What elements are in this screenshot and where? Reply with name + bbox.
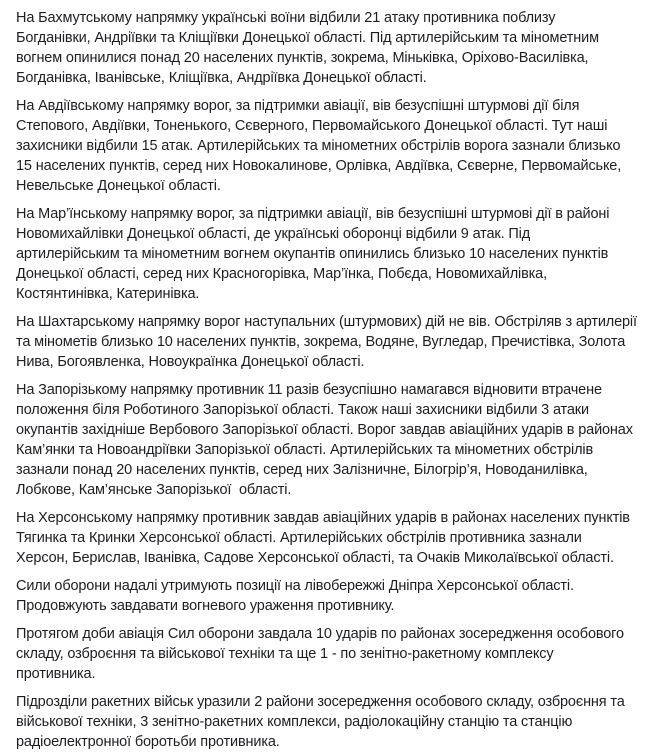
report-line: На Херсонському напрямку противник завдав авіаційних ударів в районах населених пунктів [16, 510, 630, 526]
report-line: вогнем опинилися понад 20 населених пунктів, зокрема, Міньківка, Оріхово-Василівка, [16, 50, 589, 66]
report-line: Херсон, Берислав, Іванівка, Садове Херсонської області, та Очаків Миколаївської області. [16, 550, 614, 566]
report-line: Новомихайлівки Донецької області, де українські оборонці відбили 9 атак. Під [16, 226, 531, 242]
report-paragraph [16, 624, 656, 684]
report-line: Донецької області, серед них Красногорівка, Мар’їнка, Побєда, Новомихайлівка, [16, 266, 547, 282]
report-line: На Мар’їнському напрямку ворог, за підтримки авіації, вів безуспішні штурмові дії в районі [16, 206, 610, 222]
report-line: та мінометів близько 10 населених пунктів, зокрема, Водяне, Вугледар, Пречистівка, Золота [16, 334, 626, 350]
report-line: 15 населених пунктів, серед них Новокалинове, Орлівка, Авдіївка, Сєверне, Первомайське, [16, 158, 622, 174]
report-line: Підрозділи ракетних військ уразили 2 райони зосередження особового складу, озброєння та [16, 694, 625, 710]
report-line: Тягинка та Кринки Херсонської області. Артилерійських обстрілів противника зазнали [16, 530, 582, 546]
report-paragraph [16, 204, 656, 304]
report-line: артилерійським та мінометним вогнем окупантів опинились близько 10 населених пунктів [16, 246, 609, 262]
report-paragraph [16, 312, 656, 372]
report-line: Сили оборони надалі утримують позиції на лівобережжі Дніпра Херсонської області. [16, 578, 574, 594]
report-line: На Бахмутському напрямку українські воїни відбили 21 атаку противника поблизу [16, 10, 556, 26]
report-line: На Авдіївському напрямку ворог, за підтримки авіації, вів безуспішні штурмові дії біля [16, 98, 580, 114]
report-line: Протягом доби авіація Сил оборони завдала 10 ударів по районах зосередження особового [16, 626, 624, 642]
report-paragraph [16, 8, 656, 88]
report-line: Богданівка, Іванівське, Кліщіївка, Андріївка Донецької області. [16, 70, 427, 86]
report-line: противника. [16, 666, 96, 682]
report-line: Степового, Авдіївки, Тоненького, Сєверного, Первомайського Донецької області. Тут наші [16, 118, 608, 134]
report-line: радіоелектронної боротьби противника. [16, 734, 280, 750]
report-line: зазнали понад 20 населених пунктів, серед них Залізничне, Білогрір’я, Новоданилівка, [16, 462, 588, 478]
report-paragraph [16, 692, 656, 752]
report-line: захисники відбили 15 атак. Артилерійських та мінометних обстрілів ворога зазнали близько [16, 138, 621, 154]
report-line: Продовжують завдавати вогневого ураження противнику. [16, 598, 395, 614]
report-paragraph [16, 576, 656, 616]
report-line: складу, озброєння та військової техніки та ще 1 - по зенітно-ракетному комплексу [16, 646, 554, 662]
report-line: Богданівки, Андріївки та Кліщіївки Донецької області. Під артилерійським та мінометним [16, 30, 599, 46]
report-line: Костянтинівка, Катеринівка. [16, 286, 200, 302]
report-line: окупантів західніше Вербового Запорізької області. Ворог завдав авіаційних ударів в районах [16, 422, 633, 438]
report-paragraph [16, 508, 656, 568]
report-line: Нива, Богоявленка, Новоукраїнка Донецької області. [16, 354, 365, 370]
report-line: На Шахтарському напрямку ворог наступальних (штурмових) дій не вів. Обстріляв з артилерії [16, 314, 637, 330]
report-line: Невельське Донецької області. [16, 178, 221, 194]
report-line: На Запорізькому напрямку противник 11 разів безуспішно намагався відновити втрачене [16, 382, 602, 398]
report-paragraph [16, 96, 656, 196]
report-line: положення біля Роботиного Запорізької області. Також наші захисники відбили 3 атаки [16, 402, 589, 418]
report-line: Лобкове, Кам’янське Запорізької області. [16, 482, 292, 498]
report-paragraph [16, 380, 656, 500]
report-line: військової техніки, 3 зенітно-ракетних комплекси, радіолокаційну станцію та станцію [16, 714, 573, 730]
report-line: Кам’янки та Новоандріївки Запорізької області. Артилерійських та мінометних обстрілів [16, 442, 594, 458]
